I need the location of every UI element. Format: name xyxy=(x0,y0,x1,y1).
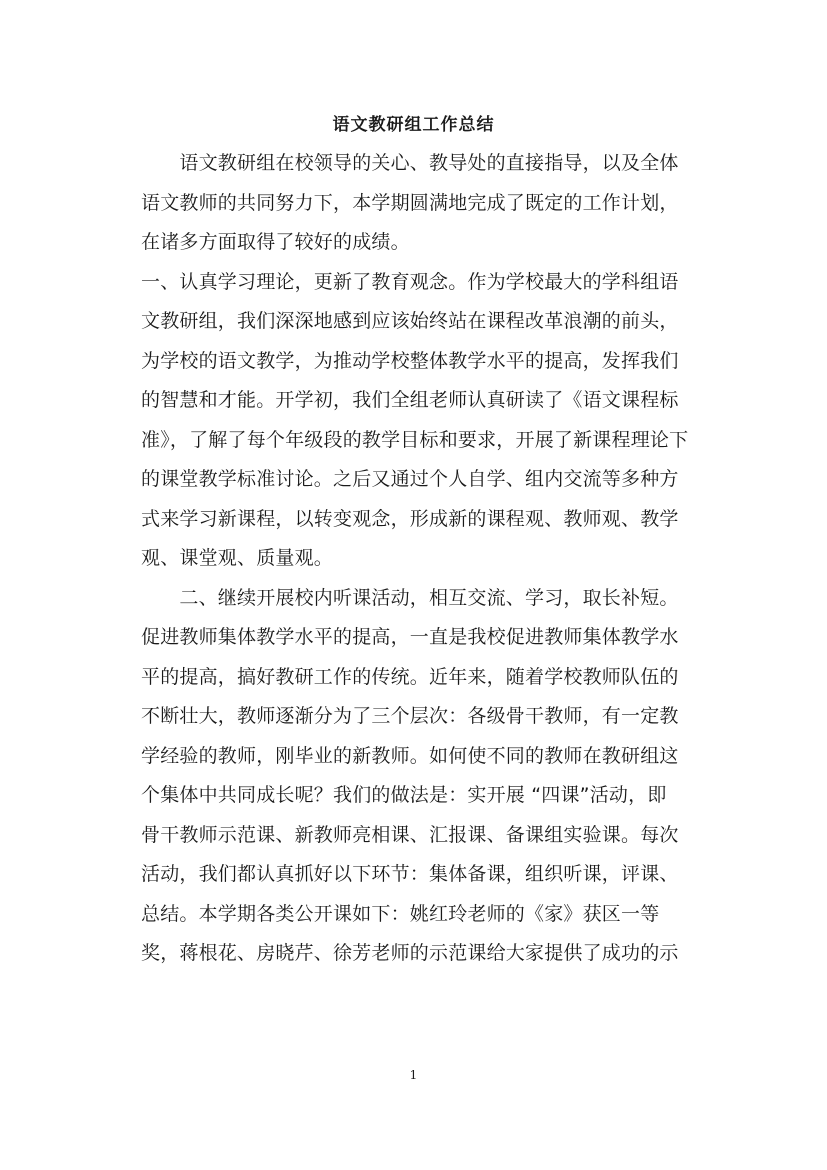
text-line: 在诸多方面取得了较好的成绩。 xyxy=(141,231,410,253)
text-line: 不断壮大，教师逐渐分为了三个层次：各级骨干教师，有一定教 xyxy=(141,705,679,727)
document-body xyxy=(141,144,701,974)
text-line: 准》，了解了每个年级段的教学目标和要求，开展了新课程理论下 xyxy=(141,428,689,451)
text-line: 奖，蒋根花、房晓芹、徐芳老师的示范课给大家提供了成功的示 xyxy=(141,942,679,964)
text-line: 的智慧和才能。开学初，我们全组老师认真研读了《语文课程标 xyxy=(141,389,679,411)
text-line: 总结。本学期各类公开课如下：姚红玲老师的《家》获区一等 xyxy=(141,902,660,925)
text-line: 语文教师的共同努力下，本学期圆满地完成了既定的工作计划， xyxy=(141,191,679,214)
text-line: 文教研组，我们深深地感到应该始终站在课程改革浪潮的前头， xyxy=(141,310,679,332)
text-line: 二、继续开展校内听课活动，相互交流、学习，取长补短。 xyxy=(141,586,679,609)
text-line: 观、课堂观、质量观。 xyxy=(141,547,334,569)
text-line: 一、认真学习理论，更新了教育观念。作为学校最大的学科组语 xyxy=(141,270,679,293)
text-line: 平的提高，搞好教研工作的传统。近年来，随着学校教师队伍的 xyxy=(141,665,679,688)
text-line: 语文教研组在校领导的关心、教导处的直接指导，以及全体 xyxy=(141,152,679,174)
page-number: 1 xyxy=(409,1068,418,1082)
text-line: 的课堂教学标准讨论。之后又通过个人自学、组内交流等多种方 xyxy=(141,468,679,490)
text-line: 个集体中共同成长呢？我们的做法是：实开展 “四课”活动，即 xyxy=(141,784,667,806)
text-line: 骨干教师示范课、新教师亮相课、汇报课、备课组实验课。每次 xyxy=(141,823,679,846)
document-title: 语文教研组工作总结 xyxy=(332,115,495,135)
text-line: 学经验的教师，刚毕业的新教师。如何使不同的教师在教研组这 xyxy=(141,744,679,767)
text-line: 活动，我们都认真抓好以下环节：集体备课，组织听课，评课、 xyxy=(141,863,679,885)
text-line: 为学校的语文教学，为推动学校整体教学水平的提高，发挥我们 xyxy=(141,349,679,372)
text-line: 促进教师集体教学水平的提高，一直是我校促进教师集体教学水 xyxy=(141,626,679,648)
text-line: 式来学习新课程，以转变观念，形成新的课程观、教师观、教学 xyxy=(141,507,679,530)
